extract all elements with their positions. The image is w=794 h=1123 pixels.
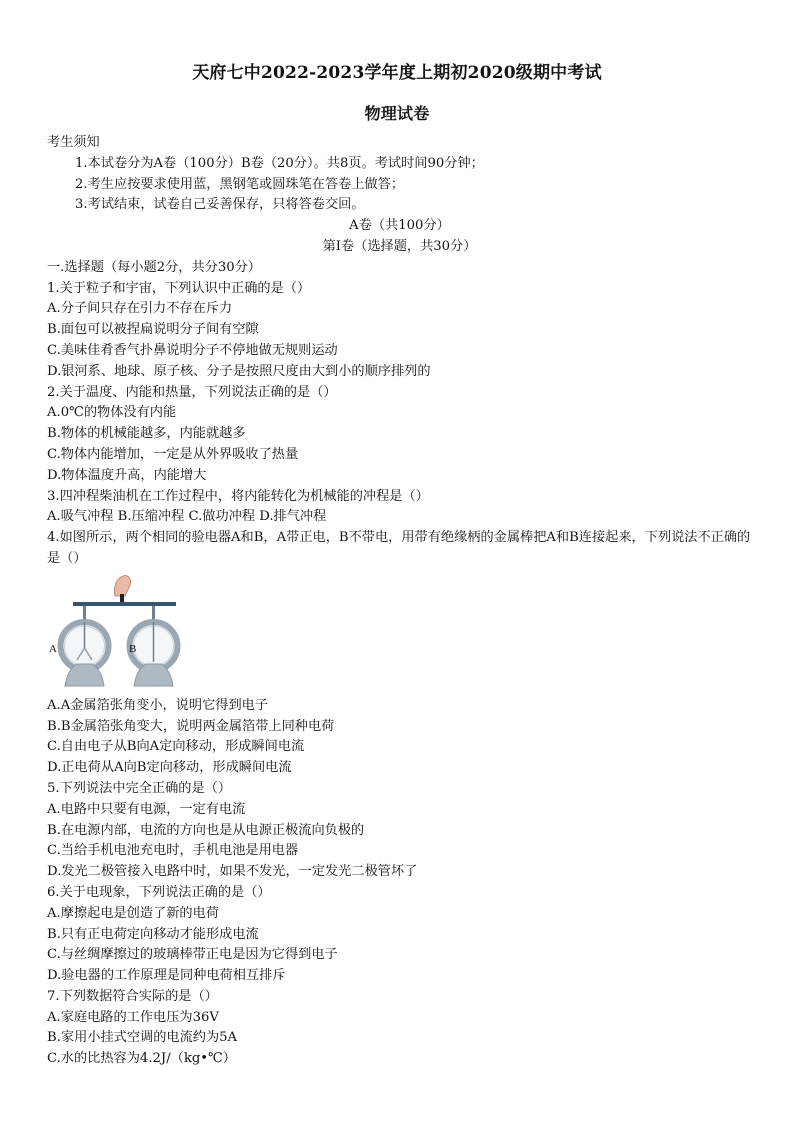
exam-subtitle: 物理试卷 [364, 104, 430, 123]
figure-label-b: B [129, 642, 137, 655]
question-3-options: A.吸气冲程 B.压缩冲程 C.做功冲程 D.排气冲程 [47, 509, 327, 525]
exam-title: 天府七中2022-2023学年度上期初2020级期中考试 [192, 63, 602, 83]
question-5-option-b: B.在电源内部，电流的方向也是从电源正极流向负极的 [47, 822, 365, 838]
electroscope-b [130, 622, 178, 686]
notice-item-2: 2.考生应按要求使用蓝，黑钢笔或圆珠笔在答卷上做答； [75, 176, 405, 192]
question-6-option-d: D.验电器的工作原理是同种电荷相互排斥 [47, 968, 286, 984]
question-6-option-b: B.只有正电荷定向移动才能形成电流 [47, 926, 259, 942]
section-a-heading: A卷（共100分） [349, 218, 450, 234]
question-7-stem: 7.下列数据符合实际的是（） [47, 988, 218, 1004]
choice-section-heading: 一.选择题（每小题2分，共分30分） [47, 259, 261, 275]
question-7-option-c: C.水的比热容为4.2J/（kg•℃） [47, 1051, 236, 1067]
hand-icon [114, 575, 130, 603]
figure-label-a: A [49, 642, 57, 655]
question-2-option-d: D.物体温度升高，内能增大 [47, 467, 207, 483]
metal-rod [73, 602, 176, 606]
question-1-option-b: B.面包可以被捏扁说明分子间有空隙 [47, 322, 259, 338]
question-2-option-b: B.物体的机械能越多，内能就越多 [47, 426, 246, 442]
question-4-option-b: B.B金属箔张角变大，说明两金属箔带上同种电荷 [47, 718, 335, 734]
electroscope-a [61, 622, 109, 686]
question-1-option-a: A.分子间只存在引力不存在斥力 [47, 301, 233, 317]
notice-header: 考生须知 [47, 135, 100, 150]
question-1-option-c: C.美味佳肴香气扑鼻说明分子不停地做无规则运动 [47, 342, 338, 358]
question-4-option-a: A.A金属箔张角变小，说明它得到电子 [47, 697, 269, 713]
question-5-option-c: C.当给手机电池充电时，手机电池是用电器 [47, 843, 299, 859]
exam-content [47, 133, 752, 1070]
electroscope-diagram [47, 574, 197, 694]
question-7-option-b: B.家用小挂式空调的电流约为5A [47, 1030, 238, 1046]
question-6-option-c: C.与丝绸摩擦过的玻璃棒带正电是因为它得到电子 [47, 947, 338, 963]
question-7-option-a: A.家庭电路的工作电压为36V [47, 1009, 219, 1025]
question-4-stem: 4.如图所示，两个相同的验电器A和B，A带正电，B不带电，用带有绝缘柄的金属棒把A和B连接起来，下列说法不正确的是（） [47, 530, 751, 566]
question-2-option-a: A.0℃的物体没有内能 [47, 405, 177, 421]
question-1-option-d: D.银河系、地球、原子核、分子是按照尺度由大到小的顺序排列的 [47, 363, 431, 379]
question-2-option-c: C.物体内能增加，一定是从外界吸收了热量 [47, 446, 299, 462]
section-part1-heading: 第Ⅰ卷（选择题，共30分） [322, 238, 477, 254]
question-1-stem: 1.关于粒子和宇宙，下列认识中正确的是（） [47, 280, 311, 296]
question-4-option-d: D.正电荷从A向B定向移动，形成瞬间电流 [47, 760, 292, 776]
question-2-stem: 2.关于温度、内能和热量，下列说法正确的是（） [47, 384, 337, 400]
question-5-option-d: D.发光二极管接入电路中时，如果不发光，一定发光二极管坏了 [47, 864, 418, 880]
question-6-option-a: A.摩擦起电是创造了新的电荷 [47, 905, 219, 921]
question-5-stem: 5.下列说法中完全正确的是（） [47, 780, 232, 796]
question-6-stem: 6.关于电现象，下列说法正确的是（） [47, 884, 271, 900]
question-5-option-a: A.电路中只要有电源，一定有电流 [47, 801, 246, 817]
electroscope-figure [47, 574, 197, 694]
question-3-stem: 3.四冲程柴油机在工作过程中，将内能转化为机械能的冲程是（） [47, 488, 429, 504]
notice-item-3: 3.考试结束，试卷自己妥善保存，只将答卷交回。 [75, 197, 365, 213]
notice-item-1: 1.本试卷分为A卷（100分）B卷（20分）。共8页。考试时间90分钟； [75, 155, 484, 171]
question-4-option-c: C.自由电子从B向A定向移动，形成瞬间电流 [47, 739, 305, 755]
